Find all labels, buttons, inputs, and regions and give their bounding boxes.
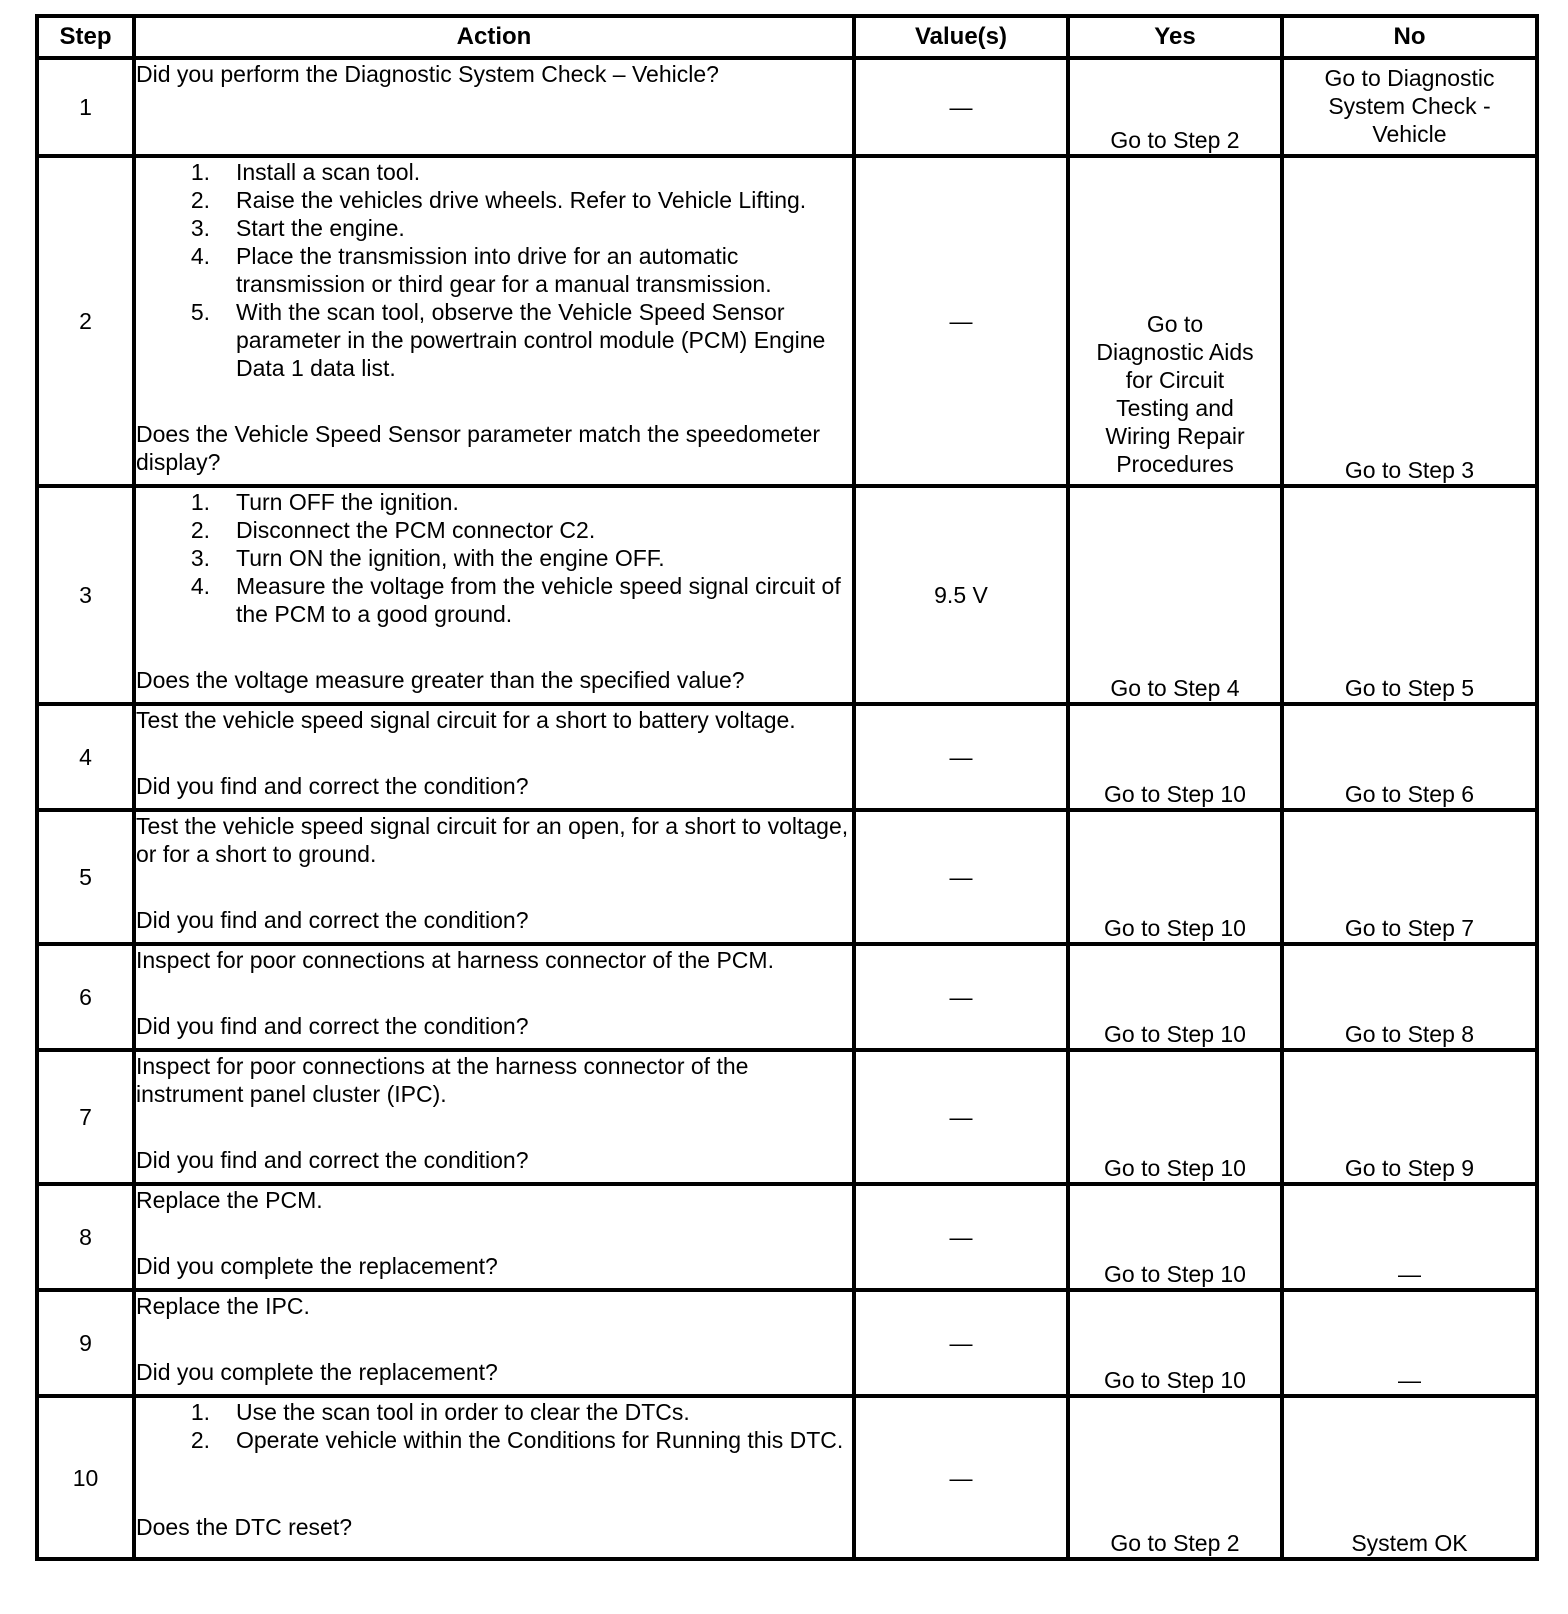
- action-text: Replace the IPC.: [136, 1293, 310, 1319]
- action-step-item: [136, 242, 852, 298]
- action-cell: [134, 156, 854, 486]
- action-step-item: [136, 1426, 852, 1454]
- action-cell: [134, 810, 854, 944]
- yes-cell: Go to Step 10: [1068, 944, 1282, 1050]
- action-step-text: Measure the voltage from the vehicle speed signal circuit of the PCM to a good ground.: [236, 573, 841, 627]
- action-text: Test the vehicle speed signal circuit for a short to battery voltage.: [136, 707, 796, 733]
- action-text: Replace the PCM.: [136, 1187, 323, 1213]
- action-step-number: 1.: [190, 489, 210, 515]
- action-step-text: Install a scan tool.: [236, 159, 421, 185]
- action-cell: [134, 944, 854, 1050]
- value-cell: 9.5 V: [854, 486, 1068, 704]
- action-cell: [134, 1184, 854, 1290]
- action-question: Did you complete the replacement?: [136, 1359, 498, 1385]
- step-number: 10: [37, 1396, 134, 1559]
- action-step-number: 3.: [190, 545, 210, 571]
- table-row: [37, 1290, 1537, 1396]
- step-number: 3: [37, 486, 134, 704]
- no-cell: Go to Diagnostic System Check - Vehicle: [1282, 58, 1537, 156]
- action-step-number: 1.: [190, 159, 210, 185]
- value-cell: —: [854, 1290, 1068, 1396]
- action-question: Did you find and correct the condition?: [136, 1013, 529, 1039]
- header-yes: Yes: [1068, 16, 1282, 58]
- action-step-item: [136, 488, 852, 516]
- no-cell: —: [1282, 1290, 1537, 1396]
- action-text: Inspect for poor connections at harness connector of the PCM.: [136, 947, 774, 973]
- header-action: Action: [134, 16, 854, 58]
- action-step-text: Turn OFF the ignition.: [236, 489, 459, 515]
- yes-cell: Go to Diagnostic Aids for Circuit Testing and Wiring Repair Procedures: [1068, 156, 1282, 486]
- table-header-row: [37, 16, 1537, 58]
- action-step-number: 2.: [190, 517, 210, 543]
- yes-cell: Go to Step 10: [1068, 1290, 1282, 1396]
- action-step-number: 1.: [190, 1399, 210, 1425]
- action-cell: [134, 486, 854, 704]
- action-text: Test the vehicle speed signal circuit for an open, for a short to voltage, or for a short to ground.: [136, 813, 849, 867]
- action-step-text: Start the engine.: [236, 215, 405, 241]
- action-step-number: 2.: [190, 187, 210, 213]
- action-text: Did you perform the Diagnostic System Check – Vehicle?: [136, 61, 719, 87]
- action-question: Did you find and correct the condition?: [136, 773, 529, 799]
- yes-cell: Go to Step 4: [1068, 486, 1282, 704]
- value-cell: —: [854, 1050, 1068, 1184]
- action-cell: [134, 1050, 854, 1184]
- table-row: [37, 486, 1537, 704]
- action-step-text: Use the scan tool in order to clear the DTCs.: [236, 1399, 690, 1425]
- no-cell: Go to Step 5: [1282, 486, 1537, 704]
- action-step-list: [136, 488, 852, 628]
- step-number: 5: [37, 810, 134, 944]
- no-cell: Go to Step 6: [1282, 704, 1537, 810]
- no-cell: System OK: [1282, 1396, 1537, 1559]
- action-step-item: [136, 1398, 852, 1426]
- action-step-text: Operate vehicle within the Conditions for Running this DTC.: [236, 1427, 844, 1453]
- action-step-text: Raise the vehicles drive wheels. Refer to Vehicle Lifting.: [236, 187, 807, 213]
- table-row: [37, 944, 1537, 1050]
- table-body: [37, 58, 1537, 1559]
- no-cell: Go to Step 7: [1282, 810, 1537, 944]
- diagnostic-table: [35, 14, 1539, 1561]
- value-cell: —: [854, 810, 1068, 944]
- action-step-item: [136, 186, 852, 214]
- action-question: Did you find and correct the condition?: [136, 907, 529, 933]
- no-cell: Go to Step 9: [1282, 1050, 1537, 1184]
- table-row: [37, 810, 1537, 944]
- header-values: Value(s): [854, 16, 1068, 58]
- action-step-number: 4.: [190, 243, 210, 269]
- action-step-number: 5.: [190, 299, 210, 325]
- action-step-item: [136, 544, 852, 572]
- table-row: [37, 704, 1537, 810]
- step-number: 2: [37, 156, 134, 486]
- yes-cell: Go to Step 2: [1068, 58, 1282, 156]
- action-step-text: Turn ON the ignition, with the engine OFF.: [236, 545, 665, 571]
- action-cell: [134, 1396, 854, 1559]
- yes-cell: Go to Step 10: [1068, 1050, 1282, 1184]
- no-cell: Go to Step 3: [1282, 156, 1537, 486]
- action-question: Did you find and correct the condition?: [136, 1147, 529, 1173]
- action-step-list: [136, 1398, 852, 1454]
- step-number: 6: [37, 944, 134, 1050]
- action-step-list: [136, 158, 852, 382]
- step-number: 4: [37, 704, 134, 810]
- value-cell: —: [854, 1184, 1068, 1290]
- table-row: [37, 1184, 1537, 1290]
- yes-cell: Go to Step 10: [1068, 704, 1282, 810]
- action-question: Does the voltage measure greater than the specified value?: [136, 667, 745, 693]
- action-step-number: 4.: [190, 573, 210, 599]
- table-row: [37, 58, 1537, 156]
- value-cell: —: [854, 944, 1068, 1050]
- no-cell: Go to Step 8: [1282, 944, 1537, 1050]
- step-number: 1: [37, 58, 134, 156]
- action-step-text: Disconnect the PCM connector C2.: [236, 517, 596, 543]
- table-row: [37, 156, 1537, 486]
- action-step-text: Place the transmission into drive for an automatic transmission or third gear for a manual transmission.: [236, 243, 772, 297]
- header-step: Step: [37, 16, 134, 58]
- action-step-item: [136, 516, 852, 544]
- action-text: Inspect for poor connections at the harness connector of the instrument panel cluster (IPC).: [136, 1053, 749, 1107]
- action-step-number: 3.: [190, 215, 210, 241]
- action-cell: [134, 704, 854, 810]
- action-cell: [134, 58, 854, 156]
- yes-cell: Go to Step 10: [1068, 810, 1282, 944]
- value-cell: —: [854, 1396, 1068, 1559]
- action-step-item: [136, 214, 852, 242]
- action-question: Did you complete the replacement?: [136, 1253, 498, 1279]
- step-number: 8: [37, 1184, 134, 1290]
- value-cell: —: [854, 58, 1068, 156]
- action-question: Does the Vehicle Speed Sensor parameter match the speedometer display?: [136, 421, 821, 475]
- action-question: Does the DTC reset?: [136, 1514, 353, 1540]
- value-cell: —: [854, 156, 1068, 486]
- value-cell: —: [854, 704, 1068, 810]
- action-step-text: With the scan tool, observe the Vehicle Speed Sensor parameter in the powertrain control module (PCM) Engine Data 1 data list.: [236, 299, 826, 381]
- action-step-number: 2.: [190, 1427, 210, 1453]
- step-number: 7: [37, 1050, 134, 1184]
- table-row: [37, 1050, 1537, 1184]
- action-cell: [134, 1290, 854, 1396]
- yes-cell: Go to Step 2: [1068, 1396, 1282, 1559]
- action-step-item: [136, 298, 852, 382]
- no-cell: —: [1282, 1184, 1537, 1290]
- header-no: No: [1282, 16, 1537, 58]
- action-step-item: [136, 158, 852, 186]
- step-number: 9: [37, 1290, 134, 1396]
- yes-cell: Go to Step 10: [1068, 1184, 1282, 1290]
- table-row: [37, 1396, 1537, 1559]
- action-step-item: [136, 572, 852, 628]
